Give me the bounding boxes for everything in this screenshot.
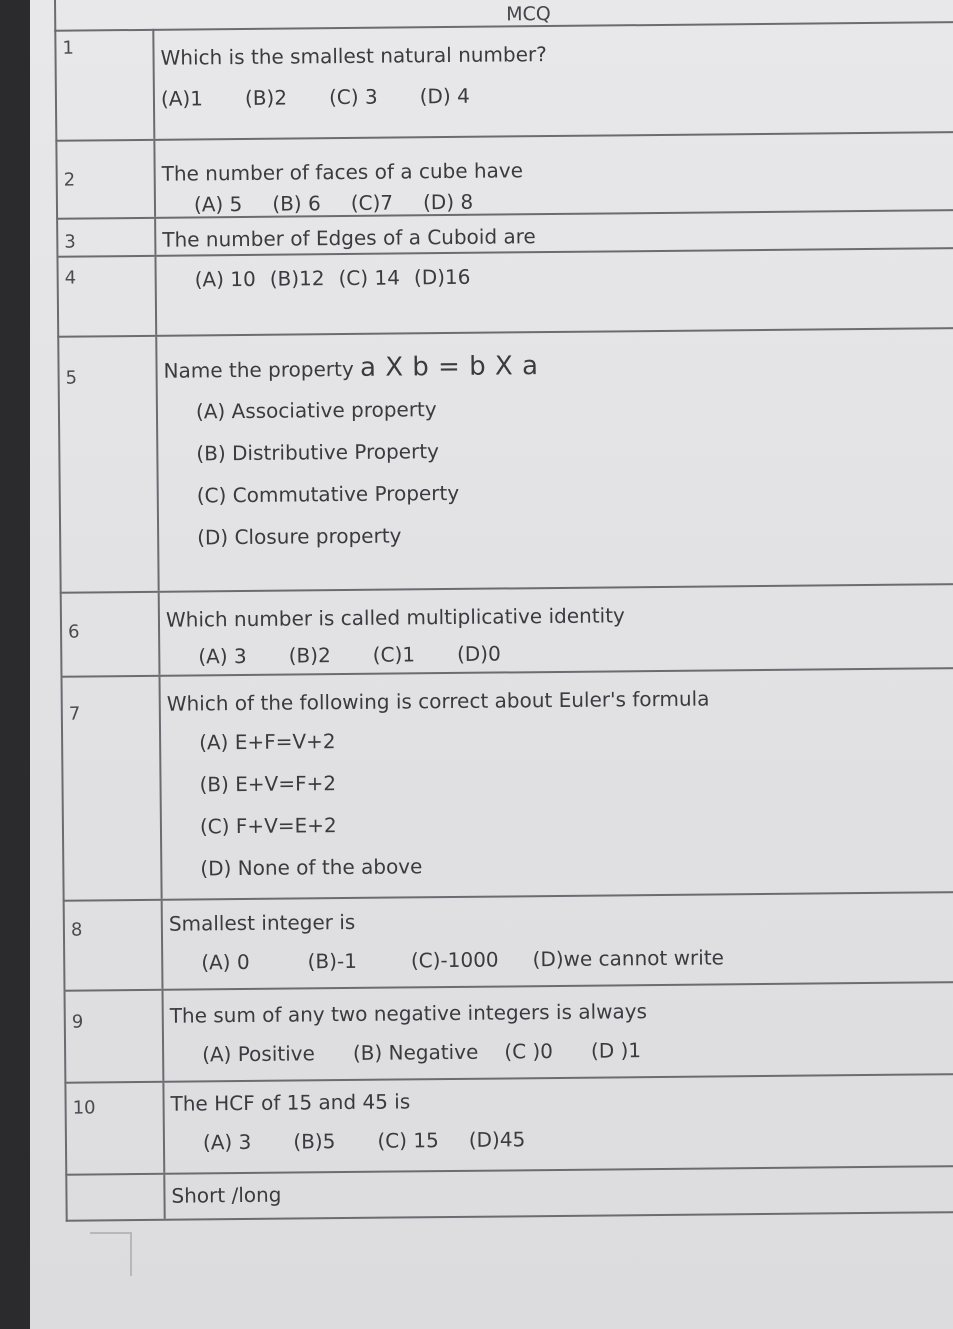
question-text: Smallest integer is (168, 909, 356, 936)
option-d: (D) 4 (419, 83, 470, 109)
option-c: (C) F+V=E+2 (199, 813, 337, 839)
option-c: (C)1 (372, 642, 416, 667)
section-footer-row (65, 1167, 953, 1222)
option-c: (C)7 (350, 190, 394, 215)
option-d: (D) Closure property (197, 523, 402, 550)
option-c: (C) Commutative Property (196, 480, 460, 508)
question-number: 3 (58, 219, 156, 256)
question-number: 9 (66, 991, 165, 1082)
option-b: (B) Negative (352, 1039, 479, 1065)
option-a: (A) 10 (194, 266, 256, 292)
question-number: 4 (58, 257, 157, 336)
option-a: (A) E+F=V+2 (199, 729, 336, 755)
question-text: The sum of any two negative integers is always (169, 999, 648, 1028)
option-b: (B) E+V=F+2 (199, 771, 337, 797)
section-title: MCQ (506, 3, 551, 26)
option-b: (B)2 (288, 643, 331, 668)
question-number: 6 (62, 593, 161, 676)
property-formula: a X b = b X a (359, 351, 539, 383)
question-text: Which is the smallest natural number? (160, 42, 547, 70)
option-b: (B)2 (244, 85, 288, 110)
option-a: (A) 0 (201, 949, 250, 975)
empty-number-cell (67, 1175, 165, 1220)
option-c: (C) 14 (338, 265, 401, 291)
question-number: 8 (65, 901, 164, 990)
question-text: The number of faces of a cube have (161, 158, 524, 186)
question-row-1 (54, 21, 953, 142)
option-a: (A) Positive (202, 1041, 315, 1067)
question-number: 7 (63, 677, 163, 900)
question-number: 1 (56, 29, 155, 140)
option-a: (A) 3 (198, 643, 247, 669)
question-row-2 (55, 133, 953, 220)
option-d: (D) 8 (422, 189, 474, 215)
section-label: Short /long (171, 1182, 282, 1208)
option-c: (C) 3 (328, 84, 378, 110)
option-d: (D)0 (456, 641, 501, 666)
question-row-4 (56, 249, 953, 338)
option-a: (A) 5 (193, 191, 243, 217)
option-c: (C )0 (504, 1039, 554, 1064)
option-c: (C) 15 (377, 1128, 439, 1153)
question-row-8 (63, 893, 953, 992)
question-number: 2 (57, 141, 156, 218)
option-a: (A)1 (160, 86, 204, 111)
question-row-6 (60, 585, 953, 678)
question-text: Which number is called multiplicative identity (165, 603, 625, 632)
question-number: 10 (66, 1083, 165, 1174)
question-row-7 (61, 669, 953, 902)
question-number: 5 (59, 337, 159, 592)
option-a: (A) 3 (202, 1129, 252, 1155)
option-d: (D)16 (413, 264, 471, 290)
option-d: (D)we cannot write (532, 945, 725, 972)
option-b: (B)-1 (307, 948, 358, 974)
question-text: Which of the following is correct about Euler's formula (166, 686, 710, 716)
option-b: (B) Distributive Property (196, 439, 440, 466)
option-c: (C)-1000 (410, 947, 499, 973)
option-b: (B) 6 (272, 191, 321, 216)
question-text: The number of Edges of a Cuboid are (162, 224, 536, 252)
question-row-5 (57, 329, 953, 594)
option-b: (B)12 (269, 266, 325, 291)
option-d: (D )1 (590, 1038, 642, 1063)
option-b: (B)5 (293, 1129, 336, 1154)
paper-sheet (30, 0, 953, 1329)
question-row-10 (64, 1075, 953, 1176)
option-d: (D)45 (468, 1127, 526, 1152)
page-shadow-mark (90, 1232, 132, 1276)
question-text: The HCF of 15 and 45 is (170, 1089, 411, 1116)
option-d: (D) None of the above (200, 854, 423, 881)
option-a: (A) Associative property (195, 397, 437, 424)
question-row-9 (64, 983, 953, 1084)
question-text: Name the property (163, 356, 354, 383)
